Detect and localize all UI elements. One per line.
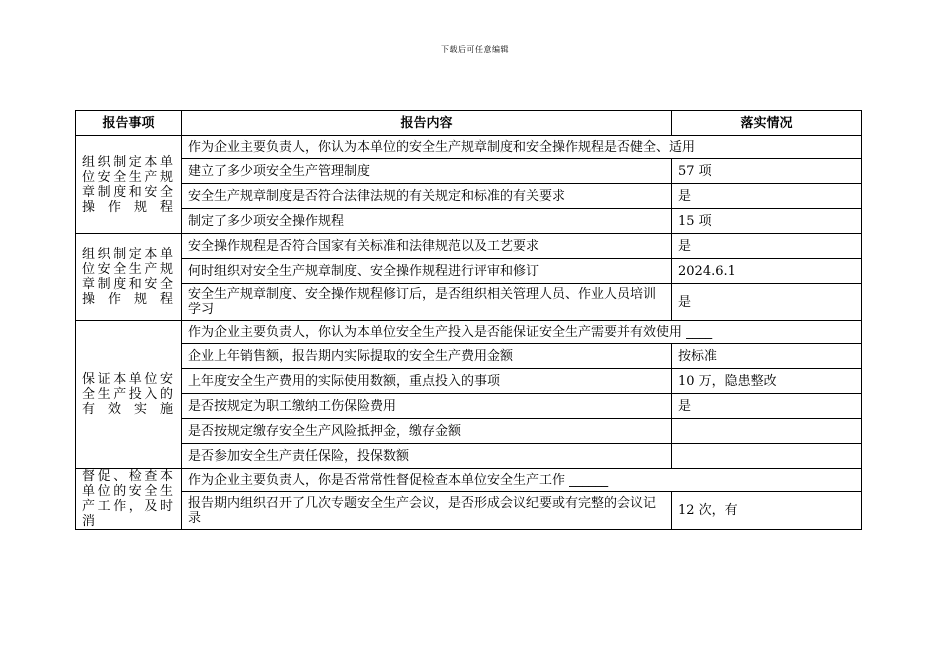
table-row — [76, 209, 862, 234]
content-cell: 是否按规定缴存安全生产风险抵押金，缴存金额 — [182, 419, 672, 444]
status-cell: 是 — [672, 234, 862, 259]
table-row — [76, 284, 862, 321]
header-item: 报告事项 — [76, 111, 182, 136]
status-cell — [672, 444, 862, 469]
table-row — [76, 234, 862, 259]
table-row — [76, 184, 862, 209]
page-header: 下载后可任意编辑 — [441, 45, 509, 54]
report-item-cell: 保证本单位安全生产投入的有效实施 — [76, 321, 182, 469]
content-cell: 建立了多少项安全生产管理制度 — [182, 159, 672, 184]
section-question: 作为企业主要负责人，你认为本单位安全生产投入是否能保证安全生产需要并有效使用 ____ — [182, 321, 862, 344]
content-cell: 安全操作规程是否符合国家有关标准和法律规范以及工艺要求 — [182, 234, 672, 259]
report-item-cell: 督促、检查本单位的安全生产工作，及时消 — [76, 469, 182, 530]
table-row — [76, 344, 862, 369]
table-row — [76, 369, 862, 394]
status-cell: 是 — [672, 284, 862, 321]
content-cell: 上年度安全生产费用的实际使用数额，重点投入的事项 — [182, 369, 672, 394]
report-table — [75, 110, 862, 530]
table-row — [76, 136, 862, 159]
status-cell: 57 项 — [672, 159, 862, 184]
header-status: 落实情况 — [672, 111, 862, 136]
content-cell: 报告期内组织召开了几次专题安全生产会议，是否形成会议纪要或有完整的会议记录 — [182, 492, 672, 530]
content-cell: 安全生产规章制度是否符合法律法规的有关规定和标准的有关要求 — [182, 184, 672, 209]
status-cell: 10 万，隐患整改 — [672, 369, 862, 394]
section-question: 作为企业主要负责人，你是否常常性督促检查本单位安全生产工作 ______ — [182, 469, 862, 492]
status-cell: 是 — [672, 394, 862, 419]
content-cell: 何时组织对安全生产规章制度、安全操作规程进行评审和修订 — [182, 259, 672, 284]
content-cell: 安全生产规章制度、安全操作规程修订后，是否组织相关管理人员、作业人员培训学习 — [182, 284, 672, 321]
content-cell: 是否参加安全生产责任保险，投保数额 — [182, 444, 672, 469]
table-row — [76, 469, 862, 492]
table-row — [76, 419, 862, 444]
table-row — [76, 444, 862, 469]
table-row — [76, 259, 862, 284]
section-question: 作为企业主要负责人，你认为本单位的安全生产规章制度和安全操作规程是否健全、适用 — [182, 136, 862, 159]
report-item-cell: 组织制定本单位安全生产规章制度和安全操作规程 — [76, 234, 182, 321]
report-item-cell: 组织制定本单位安全生产规章制度和安全操作规程 — [76, 136, 182, 234]
table-row — [76, 321, 862, 344]
status-cell: 2024.6.1 — [672, 259, 862, 284]
table-header-row — [76, 111, 862, 136]
header-content: 报告内容 — [182, 111, 672, 136]
status-cell: 是 — [672, 184, 862, 209]
status-cell — [672, 419, 862, 444]
status-cell: 12 次，有 — [672, 492, 862, 530]
content-cell: 是否按规定为职工缴纳工伤保险费用 — [182, 394, 672, 419]
content-cell: 制定了多少项安全操作规程 — [182, 209, 672, 234]
table-row — [76, 159, 862, 184]
table-row — [76, 492, 862, 530]
content-cell: 企业上年销售额，报告期内实际提取的安全生产费用金额 — [182, 344, 672, 369]
table-row — [76, 394, 862, 419]
status-cell: 按标准 — [672, 344, 862, 369]
status-cell: 15 项 — [672, 209, 862, 234]
